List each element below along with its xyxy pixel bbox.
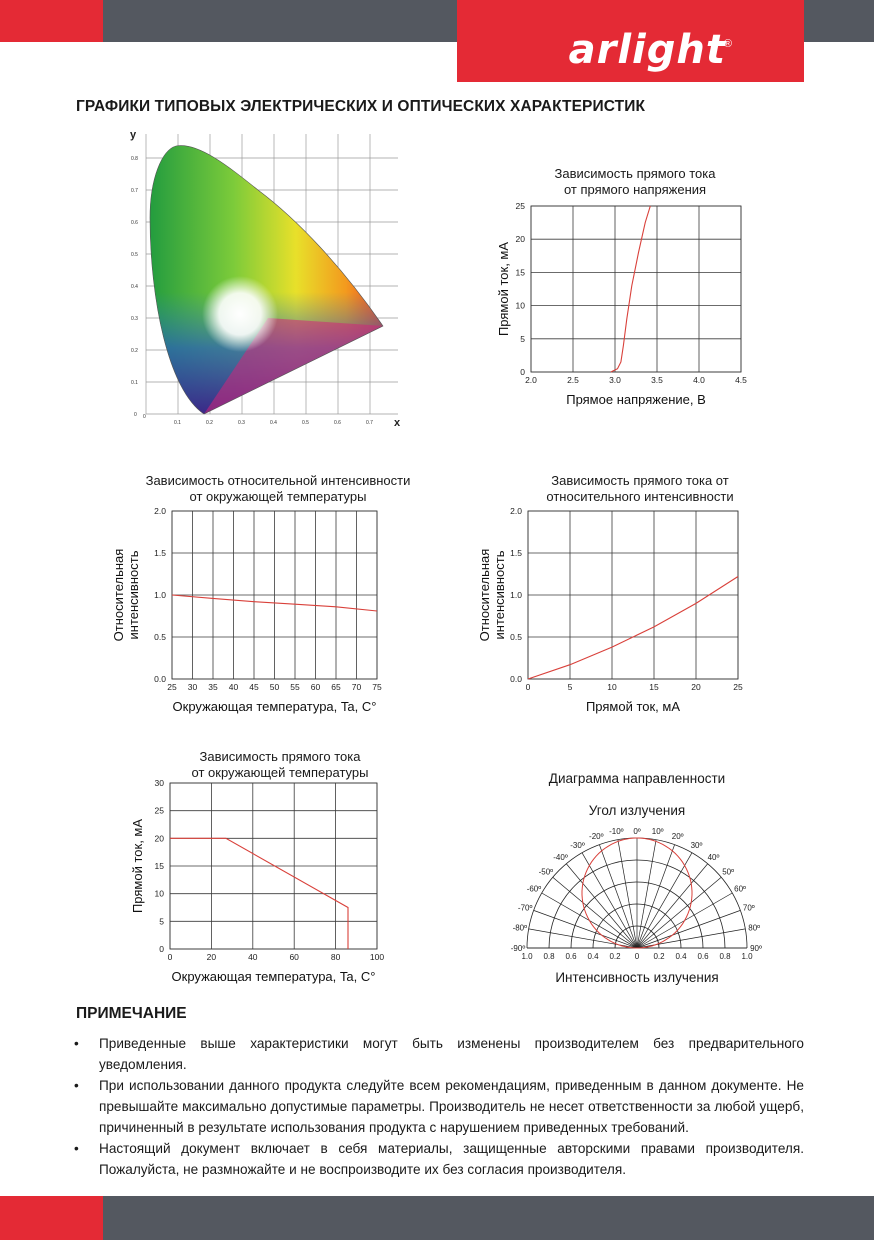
y-tick-label: 30 <box>154 778 164 788</box>
x-tick-label: 3.0 <box>609 375 621 385</box>
chart-ri-temp-title-line1: Зависимость относительной интенсивности <box>145 473 411 488</box>
x-tick-label: 3.5 <box>651 375 663 385</box>
y-tick-label: 15 <box>515 267 525 278</box>
svg-text:0.6: 0.6 <box>334 420 341 426</box>
angle-label: -50º <box>538 867 554 877</box>
chart-derating-title-line1: Зависимость прямого тока <box>199 749 361 764</box>
chart-ri-temp-title <box>118 473 438 505</box>
angle-label: 50º <box>722 867 735 877</box>
y-axis-label: Относительная <box>477 548 492 642</box>
brand-logo <box>457 0 804 82</box>
angle-label: 0º <box>633 827 641 836</box>
x-tick-label: 5 <box>567 682 573 692</box>
svg-text:0.1: 0.1 <box>131 380 138 386</box>
notes-title: ПРИМЕЧАНИЕ <box>76 1005 187 1022</box>
chart-current-ri <box>474 505 760 725</box>
y-tick-label: 0 <box>159 944 164 954</box>
angle-label: -40º <box>553 852 568 862</box>
polar-bottom-label: Интенсивность излучения <box>555 970 719 985</box>
page-title: ГРАФИКИ ТИПОВЫХ ЭЛЕКТРИЧЕСКИХ И ОПТИЧЕСКИХ ХАРАКТЕРИСТИК <box>76 98 646 115</box>
note-text: При использовании данного продукта следуйте всем рекомендациям, приведенным в данном документе. Не превышайте максимально допустимые параметры. Производитель не несет ответственности за любой ущерб, причиненный в результате использования продукта с нарушением приведенных требований. <box>99 1078 804 1135</box>
y-tick-label: 2.0 <box>510 506 522 516</box>
series-line <box>528 577 738 680</box>
chart-iv-title <box>520 166 750 198</box>
y-tick-label: 1.5 <box>154 548 166 558</box>
radial-label: 0 <box>634 952 640 961</box>
svg-text:0: 0 <box>134 412 137 418</box>
y-tick-label: 1.0 <box>154 590 166 600</box>
svg-text:0.8: 0.8 <box>131 156 138 162</box>
radial-label: 0.6 <box>565 952 577 961</box>
y-tick-label: 15 <box>154 861 164 871</box>
angle-label: 70º <box>742 903 755 913</box>
x-tick-label: 0 <box>167 952 173 962</box>
bullet: • <box>74 1078 79 1093</box>
bullet: • <box>74 1036 79 1051</box>
y-axis-label: интенсивность <box>492 550 507 640</box>
series-line <box>611 206 651 372</box>
y-tick-label: 20 <box>154 833 164 844</box>
y-tick-label: 1.5 <box>510 548 522 558</box>
svg-text:0.3: 0.3 <box>131 316 138 322</box>
note-item <box>74 1075 804 1138</box>
y-tick-label: 25 <box>515 201 525 211</box>
cie-x-label: x <box>394 417 401 428</box>
radial-label: 0.4 <box>675 952 687 961</box>
chart-iv-title-line2: от прямого напряжения <box>563 182 707 197</box>
chart-iv-title-line1: Зависимость прямого тока <box>554 166 716 181</box>
x-tick-label: 4.5 <box>735 375 747 385</box>
y-tick-label: 5 <box>159 916 164 927</box>
chart-current-ri-title-line2: относительного интенсивности <box>546 489 734 504</box>
bottom-bar-accent <box>0 1196 103 1240</box>
polar-diagram <box>500 822 774 962</box>
x-axis-label: Окружающая температура, Ta, С° <box>171 969 376 984</box>
chart-ri-temp-title-line2: от окружающей температуры <box>189 489 367 504</box>
note-text: Приведенные выше характеристики могут быть изменены производителем без предварительного уведомления. <box>99 1036 804 1072</box>
y-tick-label: 0 <box>520 367 525 377</box>
y-tick-label: 0.0 <box>154 674 166 684</box>
logo-text: arlight <box>568 27 726 73</box>
svg-text:0: 0 <box>143 414 146 420</box>
radial-label: 0.8 <box>719 952 731 961</box>
svg-text:0.5: 0.5 <box>131 252 138 258</box>
y-tick-label: 2.0 <box>154 506 166 516</box>
radial-label: 0.8 <box>543 952 555 961</box>
bottom-bar <box>0 1196 874 1240</box>
y-tick-label: 20 <box>515 234 525 245</box>
svg-text:0.7: 0.7 <box>366 420 373 426</box>
x-tick-label: 10 <box>607 682 617 692</box>
chart-derating-title-line2: от окружающей температуры <box>191 765 369 780</box>
y-tick-label: 5 <box>520 333 525 344</box>
x-tick-label: 20 <box>691 682 701 692</box>
y-tick-label: 0.5 <box>154 632 166 642</box>
angle-label: -90º <box>510 944 526 953</box>
cie-gamut <box>146 138 396 418</box>
y-tick-label: 25 <box>154 805 164 816</box>
angle-label: 40º <box>707 852 720 862</box>
radial-label: 0.2 <box>609 952 621 961</box>
top-bar-accent <box>0 0 103 42</box>
x-tick-label: 20 <box>206 952 217 962</box>
x-tick-label: 55 <box>290 682 300 692</box>
y-tick-label: 0.0 <box>510 674 522 684</box>
x-axis-label: Окружающая температура, Ta, С° <box>172 699 377 714</box>
polar-title: Диаграмма направленности <box>548 771 726 786</box>
angle-label: -20º <box>589 832 604 842</box>
angle-label: -70º <box>517 903 533 913</box>
y-axis-label: Прямой ток, мА <box>496 241 511 337</box>
svg-text:0.3: 0.3 <box>238 420 245 426</box>
bullet: • <box>74 1141 79 1156</box>
cie-y-label: y <box>130 129 137 141</box>
y-tick-label: 10 <box>154 888 164 899</box>
y-axis-label: интенсивность <box>126 550 141 640</box>
chart-iv <box>490 198 760 418</box>
angle-label: 10º <box>651 826 664 836</box>
x-tick-label: 100 <box>369 952 385 962</box>
chart-derating <box>124 776 402 990</box>
radial-label: 0.4 <box>587 952 599 961</box>
angle-label: 90º <box>750 944 762 953</box>
note-item <box>74 1138 804 1180</box>
y-tick-label: 1.0 <box>510 590 522 600</box>
plot-frame <box>531 206 741 372</box>
chart-current-ri-title <box>520 473 760 505</box>
angle-label: 20º <box>671 832 684 842</box>
x-tick-label: 75 <box>372 682 382 692</box>
svg-text:0.4: 0.4 <box>131 284 138 290</box>
x-tick-label: 0 <box>525 682 531 692</box>
x-tick-label: 45 <box>249 682 259 692</box>
x-tick-label: 40 <box>248 952 258 962</box>
x-axis-label: Прямой ток, мА <box>585 699 681 714</box>
svg-text:0.5: 0.5 <box>302 420 309 426</box>
x-tick-label: 65 <box>331 682 341 692</box>
chart-ri-temp <box>108 505 398 720</box>
x-tick-label: 80 <box>330 952 341 962</box>
x-tick-label: 50 <box>269 682 280 692</box>
radial-label: 0.2 <box>653 952 665 961</box>
x-tick-label: 15 <box>649 682 659 692</box>
x-tick-label: 40 <box>228 682 239 692</box>
angle-label: -60º <box>526 884 542 894</box>
radial-label: 1.0 <box>741 952 753 961</box>
angle-label: -10º <box>609 826 624 836</box>
x-tick-label: 30 <box>187 682 198 692</box>
note-item <box>74 1033 804 1075</box>
x-tick-label: 70 <box>351 682 362 692</box>
x-tick-label: 25 <box>733 682 743 692</box>
x-tick-label: 2.5 <box>567 375 579 385</box>
radial-label: 1.0 <box>521 952 533 961</box>
chart-current-ri-title-line1: Зависимость прямого тока от <box>551 473 729 488</box>
y-axis-label: Относительная <box>111 548 126 642</box>
x-tick-label: 60 <box>289 952 299 962</box>
x-tick-label: 35 <box>208 682 218 692</box>
angle-label: -30º <box>570 840 585 850</box>
note-text: Настоящий документ включает в себя материалы, защищенные авторскими правами производителя. Пожалуйста, не размножайте и не воспроизводите их без согласия производителя. <box>99 1141 804 1177</box>
polar-subtitle: Угол излучения <box>588 803 686 818</box>
cie-chromaticity-diagram <box>128 128 406 428</box>
x-axis-label: Прямое напряжение, В <box>566 392 706 407</box>
x-tick-label: 2.0 <box>525 375 537 385</box>
y-tick-label: 0.5 <box>510 632 522 642</box>
notes-list <box>74 1033 804 1180</box>
x-tick-label: 25 <box>167 682 177 692</box>
y-tick-label: 10 <box>515 300 525 311</box>
svg-text:0.1: 0.1 <box>174 420 181 426</box>
radial-label: 0.6 <box>697 952 709 961</box>
angle-label: -80º <box>512 923 528 933</box>
svg-text:0.2: 0.2 <box>131 348 138 354</box>
angle-label: 60º <box>734 884 746 894</box>
angle-label: 30º <box>690 840 703 850</box>
svg-text:0.7: 0.7 <box>131 188 138 194</box>
x-tick-label: 60 <box>310 682 321 692</box>
angle-label: 80º <box>748 923 761 933</box>
svg-text:0.2: 0.2 <box>206 420 213 426</box>
y-axis-label: Прямой ток, мА <box>130 818 145 914</box>
svg-text:0.6: 0.6 <box>131 220 138 226</box>
x-tick-label: 4.0 <box>693 375 705 385</box>
svg-text:0.4: 0.4 <box>270 420 277 426</box>
logo-registered-mark: ® <box>723 38 732 50</box>
